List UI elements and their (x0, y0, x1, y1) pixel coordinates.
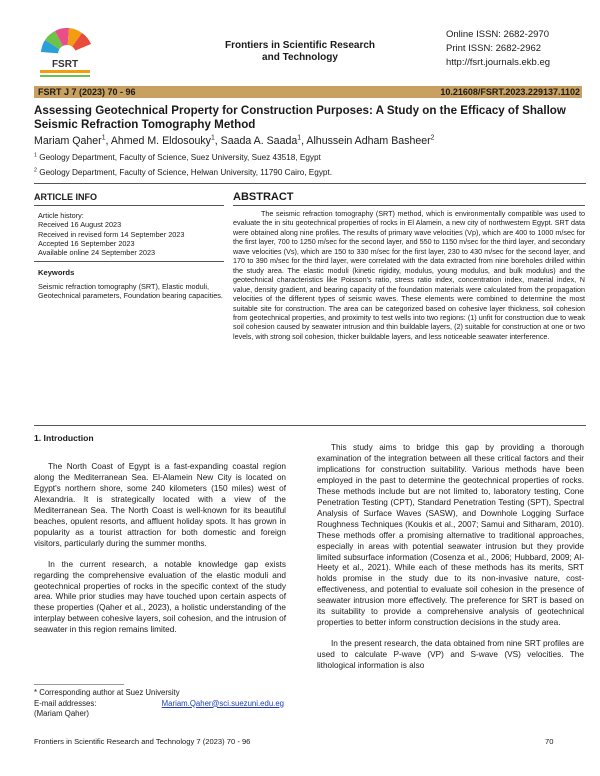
keywords-heading: Keywords (38, 268, 75, 277)
journal-logo (34, 18, 96, 80)
citation: FSRT J 7 (2023) 70 - 96 (38, 87, 136, 97)
divider (34, 425, 586, 426)
email-line (34, 699, 284, 710)
body-column-right (317, 443, 584, 682)
section-heading: 1. Introduction (34, 433, 94, 443)
svg-text:FSRT: FSRT (51, 59, 79, 70)
affiliation-2: $^2$ Geology Department, Faculty of Science, Helwan University, 11790 Cairo, Egypt. (34, 167, 333, 177)
email-label: E-mail addresses: (34, 698, 97, 708)
citation-bar (34, 86, 582, 98)
doi-link[interactable]: 10.21608/FSRT.2023.229137.1102 (440, 87, 580, 97)
article-history: Article history: Received 16 August 2023 Received in revised form 14 September 2023 Accepted 16 September 2023 Available online 24 September 2023 (38, 211, 185, 258)
journal-name: Frontiers in Scientific Research and Technology (224, 40, 376, 63)
author-affiliation-mark: 1 (297, 134, 302, 142)
author-affiliation-mark: 2 (430, 134, 435, 142)
article-info-heading: ARTICLE INFO (34, 192, 97, 202)
footer-citation: Frontiers in Scientific Research and Technology 7 (2023) 70 - 96 (34, 737, 251, 746)
divider (34, 183, 586, 184)
author: Mariam Qaher (34, 135, 102, 147)
issn-block (446, 28, 586, 70)
divider (34, 261, 224, 262)
footnote (34, 688, 284, 720)
abstract-heading: ABSTRACT (233, 191, 294, 203)
paragraph: In the present research, the data obtained from nine SRT profiles are used to calculate P-wave (VP) and S-wave (VS) velocities. The lithological information is also (317, 639, 584, 671)
author-affiliation-mark: 1 (101, 134, 106, 142)
divider (233, 205, 585, 206)
keywords: Seismic refraction tomography (SRT), Elastic moduli, Geotechnical parameters, Foundation bearing capacities. (38, 282, 223, 301)
divider (34, 205, 224, 206)
article-title: Assessing Geotechnical Property for Construction Purposes: A Study on the Efficacy of Shallow Seismic Refraction Tomography Method (34, 104, 566, 131)
corresponding-author: * Corresponding author at Suez University (34, 688, 180, 697)
abstract-text: The seismic refraction tomography (SRT) method, which is environmentally compatible was used to evaluate the in situ geotechnical properties of rocks in El Alamein, a new city of northwestern Egypt. SRT data were obtained along nine profiles. The results of primary wave velocities (Vp), which are 400 to 1000 m/sec for the first layer, 700 to 1250 m/sec for the second layer, and 550 to 1150 m/sec for the third layer, and secondary wave velocities (Vs), which are 150 to 330 m/sec for the first layer, 230 to 430 m/sec for the second layer, and 170 to 390 m/sec for the third layer, were correlated with the data extracted from nine boreholes drilled within the study area. The elastic moduli (kinetic rigidity, modulus, young modulus, and bulk modulus) and the geotechnical characteristics like Poisson's ratio, stress ratio index, concentration index, material index, N value, density gradient, and bearing capacity of the foundation materials were calculated from the propagation velocities of the different types of seismic waves. These elements were combined to determine the most suitable site for construction. The area can be categorized based on cohesive layer thickness, soil cohesion from geotechnical properties, and proximity to test wells into two regions: (1) unfit for construction due to weak soil cohesion caused by seawater intrusion and thin buildable layers, (2) suitable for construction at one or two levels, with strong soil cohesion, thicker buildable layers, and less noticeable seawater interference. (233, 209, 585, 341)
print-issn: Print ISSN: 2682-2962 (446, 43, 542, 54)
author-affiliation-mark: 1 (210, 134, 215, 142)
author-list: Mariam Qaher$^1$, Ahmed M. Eldosouky$^1$, Saada A. Saada$^1$, Alhussein Adham Basheer$^2$ (34, 134, 435, 147)
body-column-left (34, 462, 286, 646)
journal-url[interactable]: http://fsrt.journals.ekb.eg (446, 57, 551, 68)
footnote-divider (34, 684, 124, 685)
affiliation-1: $^1$ Geology Department, Faculty of Science, Suez University, Suez 43518, Egypt (34, 152, 321, 162)
paragraph: In the current research, a notable knowledge gap exists regarding the comprehensive evaluation of the elastic moduli and geotechnical properties of rocks in the specific context of the study area. While prior studies may have touched upon certain aspects of these properties (Qaher et al., 2023), a holistic understanding of the interplay between cohesive layers, soil cohesion, and the intrusion of seawater in this region remains limited. (34, 559, 286, 635)
author: Ahmed M. Eldosouky (110, 135, 211, 147)
online-issn: Online ISSN: 2682-2970 (446, 29, 549, 40)
email-owner: (Mariam Qaher) (34, 709, 90, 718)
author: Saada A. Saada (220, 135, 298, 147)
page-number: 70 (545, 737, 554, 746)
paragraph: The North Coast of Egypt is a fast-expanding coastal region along the Mediterranean Sea. El-Alamein New City is located on Egypt's northern shore, some 240 kilometers (150 miles) west of Alexandria. It is strategically located with a view of the Mediterranean Sea. The North Coast is well-known for its beautiful beaches, opulent resorts, and affluent holiday spots. It has grown in popularity as a tourist attraction for both domestic and foreign visitors, particularly during the summer months. (34, 462, 286, 548)
author: Alhussein Adham Basheer (306, 135, 431, 147)
paragraph: This study aims to bridge this gap by providing a thorough examination of the integration between all these critical factors and their implications for construction suitability. Various methods have been employed in the past to determine the geotechnical properties of rocks. These methods include but are not limited to, laboratory testing, Cone Penetration Testing (CPT), Standard Penetration Testing (SPT), Spectral Analysis of Surface Waves (SASW), and Downhole Logging Surface Roughness Techniques (Koukis et al., 2007; Samui and Sitharam, 2010). These methods offer a promising alternative to traditional approaches, especially in areas with potential seawater intrusion but they provide limited subsurface information (Cosenza et al., 2006; Hubbard, 2009; Al-Heety et al., 2021). While each of these methods has its merits, SRT holds promise in the study due to its non-invasive nature, cost-effectiveness, and potential to evaluate soil cohesion in the presence of seawater intrusion more effectively. The preference for SRT is based on its suitability to provide a comprehensive analysis of geotechnical properties to better inform construction decisions in the study area. (317, 443, 584, 628)
email-link[interactable]: Mariam.Qaher@sci.suezuni.edu.eg (161, 698, 284, 708)
